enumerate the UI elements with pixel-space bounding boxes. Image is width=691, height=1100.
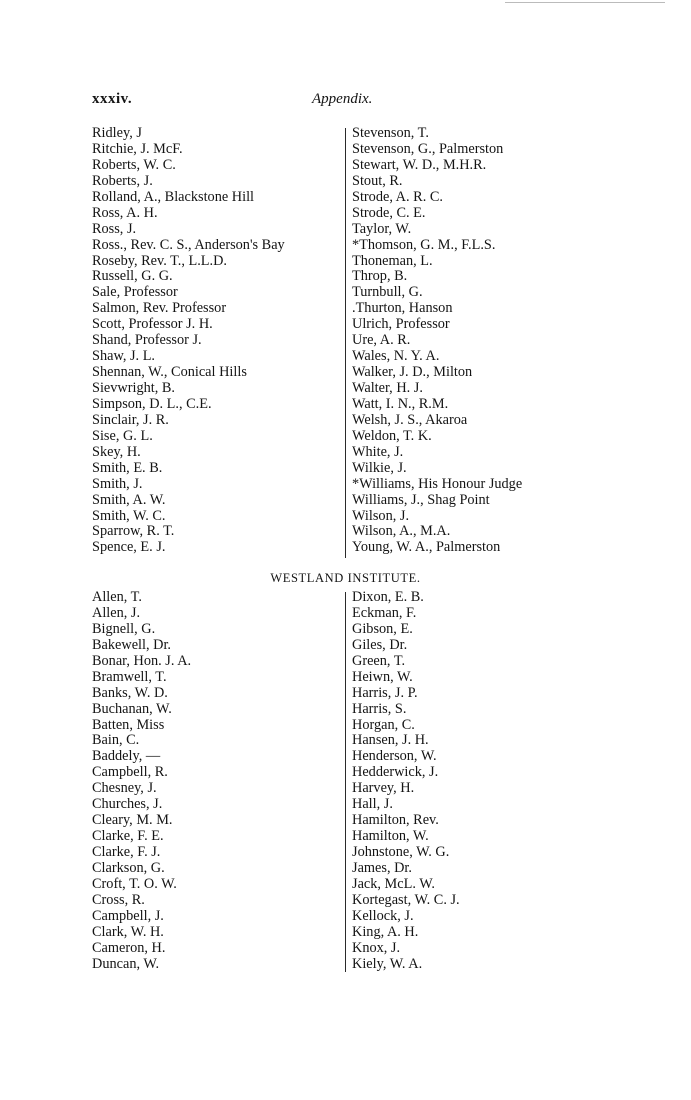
- member-entry: Harris, J. P.: [352, 684, 418, 701]
- member-entry: Ure, A. R.: [352, 332, 411, 349]
- member-list-section-1: [0, 126, 691, 558]
- member-entry: Strode, A. R. C.: [352, 188, 443, 205]
- member-entry: Bignell, G.: [92, 620, 156, 637]
- westland-right-column: [352, 590, 460, 973]
- member-entry: Harvey, H.: [352, 780, 415, 797]
- member-entry: Jack, McL. W.: [352, 875, 435, 892]
- member-entry: King, A. H.: [352, 923, 419, 940]
- member-entry: Kiely, W. A.: [352, 955, 423, 972]
- member-list-left-column: [92, 126, 285, 556]
- member-entry: Throp, B.: [352, 268, 408, 285]
- member-entry: Allen, T.: [92, 589, 142, 605]
- member-entry: Clarke, F. E.: [92, 828, 164, 845]
- member-entry: Wales, N. Y. A.: [352, 348, 440, 365]
- member-entry: Heiwn, W.: [352, 668, 413, 685]
- member-entry: Williams, J., Shag Point: [352, 491, 490, 508]
- member-entry: Giles, Dr.: [352, 636, 408, 653]
- member-entry: Cleary, M. M.: [92, 812, 173, 829]
- member-entry: Wilkie, J.: [352, 459, 407, 476]
- column-divider: [345, 128, 346, 558]
- member-entry: White, J.: [352, 443, 404, 460]
- member-entry: .Thurton, Hanson: [352, 300, 453, 317]
- page-number: xxxiv.: [92, 91, 133, 107]
- member-entry: Johnstone, W. G.: [352, 844, 450, 860]
- member-entry: Clark, W. H.: [92, 923, 164, 940]
- member-entry: Shand, Professor J.: [92, 332, 202, 349]
- member-entry: Hansen, J. H.: [352, 732, 429, 749]
- member-entry: Campbell, R.: [92, 764, 168, 781]
- member-entry: Horgan, C.: [352, 716, 415, 733]
- member-entry: Hamilton, W.: [352, 828, 429, 845]
- member-entry: Ross, J.: [92, 220, 137, 237]
- member-entry: Henderson, W.: [352, 748, 437, 765]
- member-entry: Roberts, W. C.: [92, 156, 176, 173]
- member-entry: Ridley, J: [92, 125, 142, 141]
- member-entry: Bramwell, T.: [92, 668, 167, 685]
- member-entry: Dixon, E. B.: [352, 589, 424, 605]
- member-entry: Ross., Rev. C. S., Anderson's Bay: [92, 236, 285, 253]
- member-entry: Walter, H. J.: [352, 380, 423, 396]
- member-entry: Baddely, —: [92, 748, 161, 765]
- member-entry: Thoneman, L.: [352, 252, 433, 269]
- member-entry: Watt, I. N., R.M.: [352, 395, 449, 412]
- member-entry: Sise, G. L.: [92, 427, 153, 444]
- member-entry: Strode, C. E.: [352, 204, 426, 221]
- member-entry: Kellock, J.: [352, 907, 414, 924]
- member-entry: Turnbull, G.: [352, 284, 423, 301]
- member-entry: Spence, E. J.: [92, 539, 166, 556]
- member-entry: Hamilton, Rev.: [352, 812, 439, 829]
- member-entry: Scott, Professor J. H.: [92, 316, 213, 333]
- member-entry: Clarke, F. J.: [92, 844, 161, 860]
- member-entry: Cross, R.: [92, 891, 145, 908]
- section-heading-westland-institute: WESTLAND INSTITUTE.: [270, 571, 421, 585]
- member-entry: Campbell, J.: [92, 907, 164, 924]
- member-entry: Bain, C.: [92, 732, 140, 749]
- member-entry: Sinclair, J. R.: [92, 411, 169, 428]
- member-entry: Simpson, D. L., C.E.: [92, 395, 212, 412]
- member-entry: Duncan, W.: [92, 955, 160, 972]
- member-entry: Sale, Professor: [92, 284, 178, 301]
- member-entry: Banks, W. D.: [92, 684, 168, 701]
- member-entry: Stevenson, G., Palmerston: [352, 140, 504, 157]
- member-entry: Smith, J.: [92, 475, 143, 492]
- member-entry: Sparrow, R. T.: [92, 523, 175, 540]
- member-list-section-2: [0, 590, 691, 980]
- member-entry: Hedderwick, J.: [352, 764, 439, 781]
- member-entry: Croft, T. O. W.: [92, 875, 177, 892]
- member-entry: Stout, R.: [352, 172, 403, 189]
- member-entry: *Thomson, G. M., F.L.S.: [352, 236, 496, 253]
- member-entry: Ritchie, J. McF.: [92, 140, 183, 157]
- member-entry: Salmon, Rev. Professor: [92, 300, 227, 317]
- member-entry: Chesney, J.: [92, 780, 157, 797]
- member-entry: Roseby, Rev. T., L.L.D.: [92, 252, 228, 269]
- member-entry: Smith, A. W.: [92, 491, 166, 508]
- member-entry: Gibson, E.: [352, 620, 413, 637]
- member-entry: Roberts, J.: [92, 172, 153, 189]
- member-entry: Harris, S.: [352, 700, 407, 717]
- member-entry: Bonar, Hon. J. A.: [92, 652, 192, 669]
- member-entry: Smith, W. C.: [92, 507, 166, 524]
- member-entry: Welsh, J. S., Akaroa: [352, 411, 468, 428]
- westland-left-column: [92, 590, 191, 973]
- member-entry: Stewart, W. D., M.H.R.: [352, 156, 487, 173]
- member-entry: Young, W. A., Palmerston: [352, 539, 501, 556]
- member-entry: *Williams, His Honour Judge: [352, 475, 523, 492]
- page-header: [0, 91, 691, 113]
- member-entry: Knox, J.: [352, 939, 401, 956]
- member-entry: Cameron, H.: [92, 939, 166, 956]
- member-entry: Smith, E. B.: [92, 459, 163, 476]
- member-entry: Walker, J. D., Milton: [352, 364, 473, 381]
- member-entry: Allen, J.: [92, 604, 141, 621]
- member-entry: Batten, Miss: [92, 716, 165, 733]
- top-edge-rule: [505, 2, 665, 3]
- member-entry: Ross, A. H.: [92, 204, 158, 221]
- member-entry: Skey, H.: [92, 443, 141, 460]
- member-entry: Stevenson, T.: [352, 125, 429, 141]
- column-divider: [345, 592, 346, 972]
- member-entry: Taylor, W.: [352, 220, 412, 237]
- member-entry: Shaw, J. L.: [92, 348, 156, 365]
- member-entry: James, Dr.: [352, 859, 412, 876]
- member-entry: Eckman, F.: [352, 604, 417, 621]
- member-entry: Rolland, A., Blackstone Hill: [92, 188, 255, 205]
- member-entry: Wilson, A., M.A.: [352, 523, 451, 540]
- member-entry: Ulrich, Professor: [352, 316, 450, 333]
- member-entry: Weldon, T. K.: [352, 427, 432, 444]
- running-head: Appendix.: [312, 91, 373, 107]
- member-entry: Kortegast, W. C. J.: [352, 891, 460, 908]
- member-entry: Churches, J.: [92, 796, 163, 813]
- member-entry: Russell, G. G.: [92, 268, 173, 285]
- member-entry: Wilson, J.: [352, 507, 410, 524]
- member-entry: Hall, J.: [352, 796, 393, 813]
- member-entry: Clarkson, G.: [92, 859, 165, 876]
- member-entry: Sievwright, B.: [92, 380, 176, 396]
- member-entry: Bakewell, Dr.: [92, 636, 172, 653]
- member-entry: Shennan, W., Conical Hills: [92, 364, 247, 381]
- member-list-right-column: [352, 126, 522, 556]
- member-entry: Buchanan, W.: [92, 700, 172, 717]
- member-entry: Green, T.: [352, 652, 406, 669]
